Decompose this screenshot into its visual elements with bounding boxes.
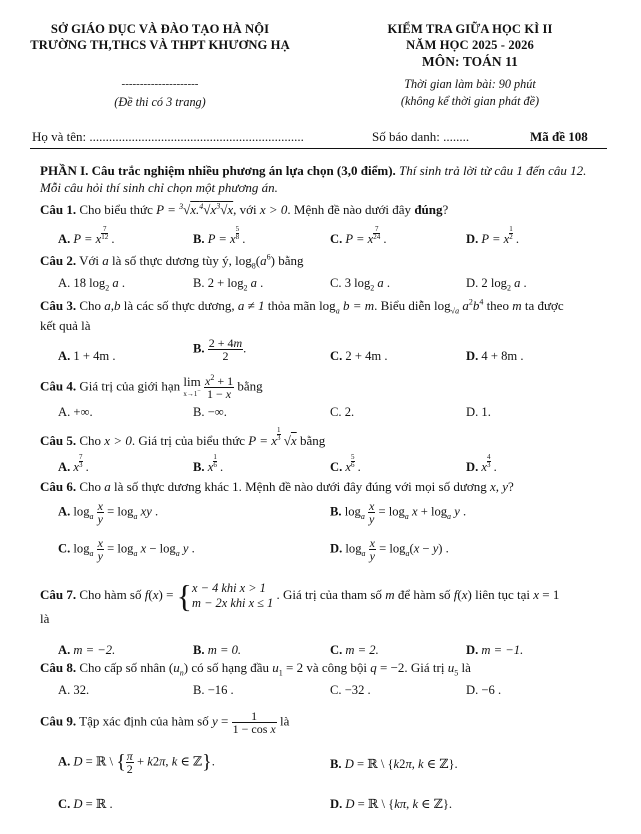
q2-b-text: B. 2 + log [193, 276, 244, 290]
question-6: Câu 6. Cho a là số thực dương khác 1. Mệnh đề nào dưới đây đúng với mọi số dương x, y? [40, 479, 514, 494]
q7-option-c[interactable] [330, 643, 379, 658]
q2-option-d[interactable]: D. 2 $\log_2 a$ . [466, 276, 527, 293]
q2-a-text: A. 18 log [58, 276, 106, 290]
q1-a-label: A. [58, 232, 71, 246]
header-dashes: --------------------- [121, 78, 199, 90]
q3-text-2: là các số thực dương, [123, 298, 235, 313]
q3-a-label: A. [58, 349, 71, 363]
school-year: NĂM HỌC 2025 - 2026 [406, 38, 534, 52]
question-7: Câu 7. Cho hàm số f(x) = {x − 4 khi x > 1 m − 2x khi x ≤ 1 . Giá trị của tham số m để hàm số f(x) liên tục tại x = 1 [40, 578, 560, 614]
q4-option-a[interactable]: A. +∞. [58, 405, 93, 419]
q3-b-label: B. [193, 341, 205, 356]
candidate-number-label: Số báo danh: [372, 129, 440, 144]
q4-text-2: bằng [237, 378, 263, 394]
q1-expression: $P = ^3√x.^4√x^3√x$ [156, 201, 234, 217]
q9-b-label: B. [330, 757, 342, 771]
q9-text-2: là [279, 713, 290, 729]
q1-b-label: B. [193, 232, 205, 246]
q1-text-2: , với [233, 202, 257, 217]
q7-text: Cho hàm số [79, 586, 142, 602]
q6-d-label: D. [330, 541, 343, 556]
q6-option-a[interactable]: A. $\log_a$ $\frac{x}{y}$ = $\log_a$ xy . [58, 499, 159, 526]
q3-d-value: 4 + 8m . [481, 349, 524, 363]
q7-option-b[interactable] [193, 643, 241, 658]
q8-option-b[interactable]: B. −16 . [193, 683, 234, 697]
q3-text-6: ta được [524, 298, 564, 313]
exam-code: Mã đề 108 [530, 129, 588, 144]
q8-option-a[interactable]: A. 32. [58, 683, 90, 697]
q9-a-label: A. [58, 754, 71, 769]
q7-a-value: m = −2. [73, 643, 116, 657]
q3-text-7: kết quả là [40, 318, 91, 333]
q7-b-label: B. [193, 643, 205, 657]
q2-option-c[interactable]: C. 3 $\log_2 a$ . [330, 276, 390, 293]
q9-c-label: C. [58, 797, 71, 811]
q5-b-label: B. [193, 460, 205, 474]
candidate-number-row [372, 129, 469, 145]
q7-c-label: C. [330, 643, 343, 657]
q7-a-label: A. [58, 643, 71, 657]
q3-text-5: theo [486, 298, 509, 313]
q6-a-label: A. [58, 504, 71, 519]
q5-text: Cho [79, 433, 102, 448]
part1-heading [40, 163, 586, 179]
q3-text-4: . Biểu diễn [374, 298, 431, 313]
q1-option-c[interactable]: C. P = x $\frac{7}{24}$ . [330, 225, 387, 246]
header-divider [30, 148, 607, 149]
part1-instruction-1: Thí sinh trả lời từ câu 1 đến câu 12. [399, 163, 587, 178]
q6-option-b[interactable]: B. $\log_a$ $\frac{x}{y}$ = $\log_a x + \log_a y$ . [330, 499, 467, 526]
q6-b-label: B. [330, 504, 342, 519]
q1-condition: x > 0 [259, 202, 288, 217]
q9-label: Câu 9. [40, 713, 77, 729]
q6-option-d[interactable]: D. $\log_a$ $\frac{x}{y}$ = $\log_a(x - y)$ . [330, 536, 449, 563]
q3-option-c[interactable] [330, 349, 388, 364]
q1-c-label: C. [330, 232, 343, 246]
q6-label: Câu 6. [40, 479, 77, 494]
q8-text: Cho cấp số nhân [79, 660, 166, 675]
subject: MÔN: TOÁN 11 [422, 54, 518, 69]
candidate-number-dots: ........ [443, 129, 470, 144]
question-5: Câu 5. Cho x > 0. Giá trị của biểu thức P = x $\frac{1}{3}$ √x bằng [40, 426, 326, 448]
q3-a-value: 1 + 4m . [73, 349, 116, 363]
q5-text-3: bằng [299, 433, 326, 448]
q8-text-5: là [461, 660, 471, 675]
q8-label: Câu 8. [40, 660, 77, 675]
q7-c-value: m = 2. [345, 643, 379, 657]
page-count-note: (Đề thi có 3 trang) [114, 95, 206, 109]
part1-instruction-2: Mỗi câu hỏi thí sinh chỉ chọn một phương án. [40, 180, 278, 195]
q9-d-label: D. [330, 797, 343, 811]
q7-d-value: m = −1. [481, 643, 524, 657]
q6-text-2: là số thực dương khác 1. Mệnh đề nào dưới đây đúng với mọi số dương [114, 479, 487, 494]
q4-option-d[interactable]: D. 1. [466, 405, 491, 419]
q5-a-label: A. [58, 460, 71, 474]
q2-option-a[interactable]: A. 18 $\log_2 a$ . [58, 276, 125, 293]
q9-option-d[interactable]: D. D = ℝ \ {kπ, k ∈ ℤ}. [330, 797, 453, 811]
q6-text-3: ? [508, 479, 514, 494]
q3-c-value: 2 + 4m . [345, 349, 388, 363]
q3-option-b[interactable]: B. $\frac{2 + 4m}{2}$ . [193, 336, 247, 363]
q3-option-a[interactable] [58, 349, 116, 364]
q2-label: Câu 2. [40, 253, 77, 268]
question-9: Câu 9. Tập xác định của hàm số y = $\frac{1}{\text{1 − cos x}}$ là [40, 709, 290, 736]
q7-text-3: để hàm số [397, 586, 451, 602]
q1-emphasis: đúng [414, 202, 443, 217]
q9-option-a[interactable]: A. D = ℝ \ { $\frac{\pi}{2}$ + k2π, k ∈ ℤ}. [58, 749, 215, 776]
q3-option-d[interactable] [466, 349, 524, 364]
q5-text-2: . Giá trị của biểu thức [131, 433, 246, 448]
q4-label: Câu 4. [40, 378, 77, 394]
part1-title: PHẦN I. Câu trắc nghiệm nhiều phương án lựa chọn (3,0 điểm). [40, 163, 396, 178]
question-1 [40, 202, 448, 218]
q2-text-3: bằng [278, 253, 304, 268]
q8-text-2: có số hạng đầu [191, 660, 269, 675]
question-8: Câu 8. Cho cấp số nhân $(u_n)$ có số hạng đầu $u_1 = 2$ và công bội q = −2. Giá trị $u_5$ là [40, 660, 471, 678]
q5-d-label: D. [466, 460, 479, 474]
q5-option-b[interactable]: B. x $\frac{1}{6}$ . [193, 453, 224, 474]
q8-option-d[interactable]: D. −6 . [466, 683, 502, 697]
q8-option-c[interactable]: C. −32 . [330, 683, 371, 697]
q8-text-3: và công bội [306, 660, 367, 675]
q2-d-text: D. 2 log [466, 276, 507, 290]
student-name-label: Họ và tên: [32, 129, 87, 144]
department-name: SỞ GIÁO DỤC VÀ ĐÀO TẠO HÀ NỘI [50, 22, 270, 36]
q2-c-text: C. 3 log [330, 276, 371, 290]
q4-option-b[interactable]: B. −∞. [193, 405, 227, 419]
q2-text-2: là số thực dương tùy ý, [112, 253, 232, 268]
q7-piece-1: x − 4 khi x > 1 [192, 581, 266, 595]
q1-option-d[interactable]: D. P = x $\frac{1}{2}$ . [466, 225, 520, 246]
q5-c-label: C. [330, 460, 343, 474]
q4-text: Giá trị của giới hạn [79, 378, 181, 394]
q6-option-c[interactable]: C. $\log_a$ $\frac{x}{y}$ = $\log_a x - \log_a y$ . [58, 536, 195, 563]
q1-option-a[interactable]: A. P = x $\frac{7}{12}$ . [58, 225, 115, 246]
q1-qmark: ? [442, 202, 449, 217]
time-limit: Thời gian làm bài: 90 phút [404, 77, 536, 91]
q4-option-c[interactable]: C. 2. [330, 405, 355, 419]
q7-label: Câu 7. [40, 586, 77, 602]
q7-b-value: m = 0. [207, 643, 242, 657]
question-2: Câu 2. Với a là số thực dương tùy ý, $\log_8(a^6)$ bằng [40, 252, 304, 271]
q3-label: Câu 3. [40, 298, 77, 313]
q5-option-d[interactable]: D. x $\frac{4}{3}$ . [466, 453, 497, 474]
q3-text: Cho [79, 298, 102, 313]
q2-text: Với [79, 253, 100, 268]
q9-text: Tập xác định của hàm số [79, 713, 209, 729]
q3-c-label: C. [330, 349, 343, 363]
question-3: Câu 3. Cho a,b là các số thực dương, a ≠ 1 thỏa mãn $\log_a b = m$. Biểu diễn $\log_{√a} a^2b^4$ theo m ta được [40, 297, 564, 316]
q2-option-b[interactable]: B. $2 + \log_2 a$ . [193, 276, 264, 293]
q1-label: Câu 1. [40, 202, 77, 217]
time-note: (không kể thời gian phát đề) [400, 94, 540, 108]
q7-option-a[interactable] [58, 643, 115, 658]
q8-text-4: . Giá trị [404, 660, 445, 675]
q3-text-3: thỏa mãn [267, 298, 316, 313]
q7-d-label: D. [466, 643, 479, 657]
q5-label: Câu 5. [40, 433, 77, 448]
school-name: TRƯỜNG TH,THCS VÀ THPT KHƯƠNG HẠ [30, 38, 290, 52]
q7-text-2: . Giá trị của tham số [276, 586, 382, 602]
student-name-row [32, 129, 304, 145]
question-4: Câu 4. Giá trị của giới hạn lim x→1− $\frac{x^2 + 1}{1 - x}$ bằng [40, 373, 263, 401]
q6-c-label: C. [58, 541, 71, 556]
q7-option-d[interactable] [466, 643, 523, 658]
q1-d-label: D. [466, 232, 479, 246]
q6-text: Cho [79, 479, 102, 494]
q9-option-b[interactable]: B. D = ℝ \ {k2π, k ∈ ℤ}. [330, 757, 458, 771]
q3-d-label: D. [466, 349, 479, 363]
exam-title: KIỂM TRA GIỮA HỌC KÌ II [387, 22, 553, 36]
q1-text: Cho biểu thức [79, 202, 153, 217]
q7-text-5: là [40, 611, 50, 626]
q1-option-b[interactable]: B. P = x $\frac{5}{8}$ . [193, 225, 246, 246]
q5-option-a[interactable]: A. x $\frac{7}{3}$ . [58, 453, 89, 474]
q5-option-c[interactable]: C. x $\frac{5}{6}$ . [330, 453, 361, 474]
student-name-dots: .................................................................. [89, 129, 304, 144]
q9-option-c[interactable]: C. D = ℝ . [58, 797, 113, 811]
q7-piece-2: m − 2x khi x ≤ 1 [192, 596, 274, 610]
q1-text-3: . Mệnh đề nào dưới đây [287, 202, 412, 217]
q7-text-4: liên tục tại [475, 586, 531, 602]
